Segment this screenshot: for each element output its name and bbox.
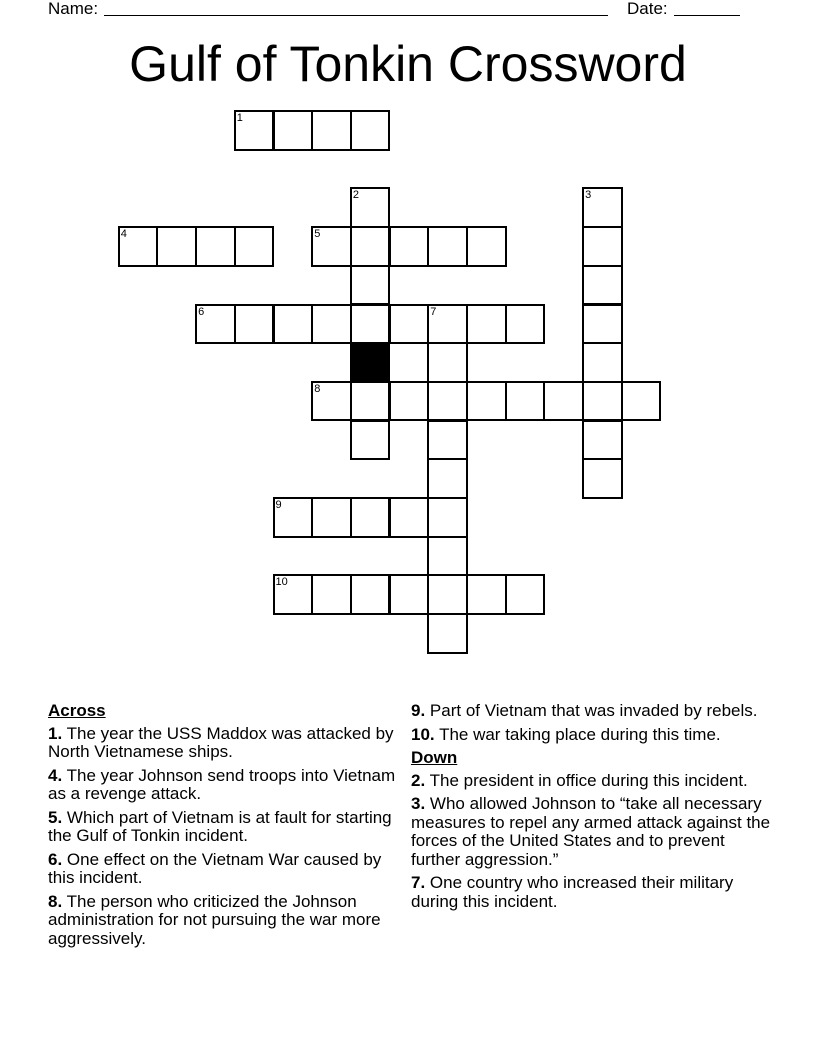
grid-cell[interactable] bbox=[311, 226, 352, 267]
grid-cell[interactable] bbox=[311, 381, 352, 422]
grid-cell[interactable] bbox=[582, 342, 623, 383]
grid-cell[interactable] bbox=[350, 381, 391, 422]
clue-down-3: 3. Who allowed Johnson to “take all necessary measures to repel any armed attack against the forces of the United States and to prevent further aggression.” bbox=[411, 794, 771, 869]
clue-number: 3 bbox=[585, 189, 592, 202]
grid-cell[interactable] bbox=[427, 342, 468, 383]
name-label: Name: bbox=[48, 0, 99, 18]
grid-cell[interactable] bbox=[273, 497, 314, 538]
grid-cell[interactable] bbox=[466, 226, 507, 267]
grid-cell[interactable] bbox=[350, 497, 391, 538]
grid-cell[interactable] bbox=[389, 574, 430, 615]
grid-cell[interactable] bbox=[582, 381, 623, 422]
date-label: Date: bbox=[627, 0, 668, 18]
clue-number: 6 bbox=[198, 305, 205, 318]
grid-cell[interactable] bbox=[273, 304, 314, 345]
grid-cell[interactable] bbox=[505, 574, 546, 615]
clue-number: 5 bbox=[314, 228, 321, 241]
grid-cell[interactable] bbox=[505, 304, 546, 345]
clue-down-7: 7. One country who increased their military during this incident. bbox=[411, 873, 734, 911]
clues-column-right bbox=[411, 702, 771, 916]
grid-cell[interactable] bbox=[350, 187, 391, 228]
grid-cell[interactable] bbox=[389, 381, 430, 422]
grid-cell[interactable] bbox=[350, 420, 391, 461]
grid-cell[interactable] bbox=[273, 574, 314, 615]
clue-across-8: 8. The person who criticized the Johnson administration for not pursuing the war more aggressively. bbox=[48, 891, 381, 948]
clue-number: 4 bbox=[120, 228, 127, 241]
grid-cell[interactable] bbox=[350, 304, 391, 345]
down-heading: Down bbox=[411, 748, 458, 767]
clue-across-6: 6. One effect on the Vietnam War caused by this incident. bbox=[48, 849, 382, 887]
grid-cell[interactable] bbox=[427, 536, 468, 577]
clue-down-2: 2. The president in office during this incident. bbox=[411, 770, 748, 790]
clue-across-1: 1. The year the USS Maddox was attacked by North Vietnamese ships. bbox=[48, 723, 394, 761]
clue-across-5: 5. Which part of Vietnam is at fault for starting the Gulf of Tonkin incident. bbox=[48, 807, 392, 845]
clue-number: 8 bbox=[314, 382, 321, 395]
clue-number: 1 bbox=[236, 112, 243, 124]
grid-cell[interactable] bbox=[427, 613, 468, 654]
across-heading: Across bbox=[48, 701, 106, 720]
clue-number: 10 bbox=[275, 576, 288, 589]
grid-cell[interactable] bbox=[311, 304, 352, 345]
clues-column-left bbox=[48, 702, 408, 953]
grid-cell[interactable] bbox=[427, 458, 468, 499]
clue-number: 7 bbox=[430, 305, 437, 318]
grid-cell[interactable] bbox=[234, 226, 275, 267]
grid-cell[interactable] bbox=[389, 304, 430, 345]
grid-cell[interactable] bbox=[156, 226, 197, 267]
grid-cell[interactable] bbox=[427, 497, 468, 538]
grid-cell[interactable] bbox=[118, 226, 159, 267]
grid-cell[interactable] bbox=[389, 497, 430, 538]
grid-cell[interactable] bbox=[427, 574, 468, 615]
grid-cell[interactable] bbox=[466, 574, 507, 615]
clue-across-9: 9. Part of Vietnam that was invaded by rebels. bbox=[411, 701, 758, 720]
grid-cell[interactable] bbox=[427, 381, 468, 422]
grid-cell[interactable] bbox=[427, 226, 468, 267]
clue-across-10: 10. The war taking place during this time. bbox=[411, 724, 721, 744]
grid-cell[interactable] bbox=[466, 381, 507, 422]
grid-cell[interactable] bbox=[582, 420, 623, 461]
grid-cell[interactable] bbox=[350, 265, 391, 306]
grid-cell[interactable] bbox=[350, 226, 391, 267]
grid-cell[interactable] bbox=[505, 381, 546, 422]
clue-number: 9 bbox=[275, 499, 282, 511]
grid-cell[interactable] bbox=[582, 226, 623, 267]
grid-cell[interactable] bbox=[311, 574, 352, 615]
grid-cell[interactable] bbox=[427, 420, 468, 461]
grid-cell[interactable] bbox=[234, 304, 275, 345]
grid-cell[interactable] bbox=[350, 110, 391, 151]
grid-cell[interactable] bbox=[311, 110, 352, 151]
grid-cell[interactable] bbox=[621, 381, 662, 422]
black-cell bbox=[350, 342, 391, 383]
page-title: Gulf of Tonkin Crossword bbox=[129, 36, 687, 92]
grid-cell[interactable] bbox=[543, 381, 584, 422]
grid-cell[interactable] bbox=[582, 187, 623, 228]
grid-cell[interactable] bbox=[311, 497, 352, 538]
grid-cell[interactable] bbox=[273, 110, 314, 151]
grid-cell[interactable] bbox=[582, 304, 623, 345]
grid-cell[interactable] bbox=[582, 265, 623, 306]
grid-cell[interactable] bbox=[234, 110, 275, 151]
clue-across-4: 4. The year Johnson send troops into Vietnam as a revenge attack. bbox=[48, 765, 396, 803]
grid-cell[interactable] bbox=[389, 226, 430, 267]
grid-cell[interactable] bbox=[427, 304, 468, 345]
clue-number: 2 bbox=[352, 189, 360, 202]
grid-cell[interactable] bbox=[350, 574, 391, 615]
grid-cell[interactable] bbox=[466, 304, 507, 345]
grid-cell[interactable] bbox=[195, 304, 236, 345]
grid-cell[interactable] bbox=[582, 458, 623, 499]
grid-cell[interactable] bbox=[195, 226, 236, 267]
